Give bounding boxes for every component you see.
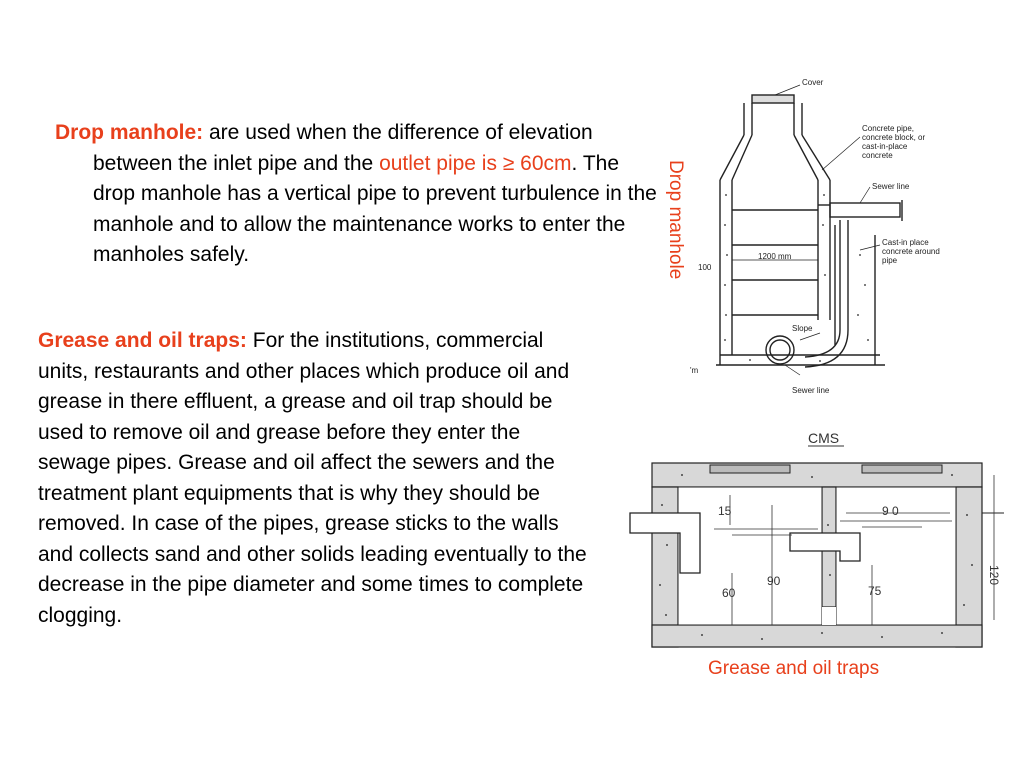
drop-manhole-caption: Drop manhole bbox=[665, 160, 686, 280]
label-concrete-pipe-1: Concrete pipe, bbox=[862, 124, 915, 133]
label-dim-left: 100 bbox=[698, 263, 712, 272]
label-concrete-pipe-2: concrete block, or bbox=[862, 133, 926, 142]
label-75: 75 bbox=[868, 584, 882, 598]
label-concrete-pipe-3: cast-in-place bbox=[862, 142, 908, 151]
grease-traps-heading: Grease and oil traps: bbox=[38, 329, 247, 352]
drop-manhole-paragraph bbox=[55, 118, 658, 271]
drop-manhole-heading: Drop manhole: bbox=[55, 121, 204, 144]
drop-manhole-highlight: outlet pipe is ≥ 60cm bbox=[379, 151, 572, 175]
grease-traps-text: For the institutions, commercial units, restaurants and other places which produce oil and grease in there effluent, a grease and oil trap should be used to remove oil and grease before they enter the sewage pipes. Grease and oil affect the sewers and the treatment plant equipments that is why they should be removed. In case of the pipes, grease sticks to the walls and collects sand and other solids leading eventually to the decrease in the pipe diameter and some times to complete clogging. bbox=[38, 329, 587, 627]
label-slope: Slope bbox=[792, 324, 813, 333]
drop-manhole-text-a: are used when the difference of elevation between the inlet pipe and the bbox=[93, 121, 593, 175]
drop-manhole-diagram bbox=[690, 75, 990, 405]
grease-traps-paragraph bbox=[38, 326, 598, 631]
label-cast-in-2: concrete around bbox=[882, 247, 940, 256]
label-concrete-pipe-4: concrete bbox=[862, 151, 893, 160]
label-cast-in-1: Cast-in place bbox=[882, 238, 929, 247]
label-cover: Cover bbox=[802, 78, 824, 87]
drop-manhole-text-b: . The drop manhole has a vertical pipe to prevent turbulence in the manhole and to allow the maintenance works to enter the manholes safely. bbox=[93, 151, 657, 266]
label-15: 15 bbox=[718, 504, 732, 518]
label-cast-in-3: pipe bbox=[882, 256, 898, 265]
label-sewer-line-bottom: Sewer line bbox=[792, 386, 830, 395]
label-60: 60 bbox=[722, 586, 736, 600]
label-mm: 'm bbox=[690, 366, 699, 375]
grease-trap-diagram bbox=[622, 425, 1012, 655]
grease-traps-caption: Grease and oil traps bbox=[708, 658, 880, 679]
label-width: 1200 mm bbox=[758, 252, 792, 261]
label-90-mid: 90 bbox=[767, 574, 781, 588]
label-cms: CMS bbox=[808, 430, 840, 446]
label-90-top: 9 0 bbox=[882, 504, 899, 518]
label-120: 120 bbox=[987, 565, 1001, 586]
label-sewer-line-top: Sewer line bbox=[872, 182, 910, 191]
